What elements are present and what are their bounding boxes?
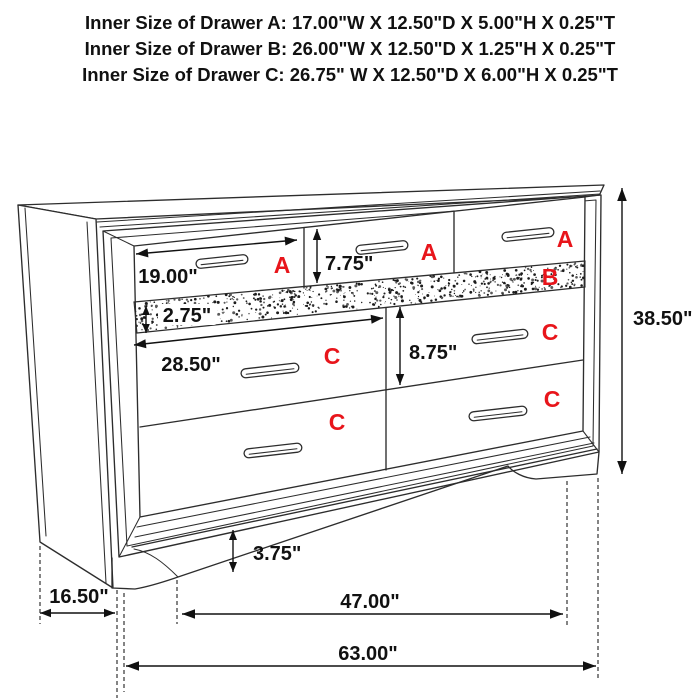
arrowhead xyxy=(617,188,627,201)
drawer-b-label: B xyxy=(541,264,559,290)
header-line-drawer-a: Inner Size of Drawer A: 17.00"W X 12.50"D X 5.00"H X 0.25"T xyxy=(85,12,615,33)
drawer-c-bottom-right-label: C xyxy=(543,386,561,412)
drawer-c-top-left-label: C xyxy=(323,343,341,369)
dresser-drawing xyxy=(18,185,604,589)
dim-text-drawer-c-height: 8.75" xyxy=(409,342,458,364)
dim-text-drawer-a-width: 19.00" xyxy=(138,266,198,288)
arrowhead xyxy=(40,609,51,617)
arrowhead xyxy=(583,661,596,671)
dim-text-side-depth: 16.50" xyxy=(49,586,109,608)
dim-text-overall-width: 63.00" xyxy=(338,643,398,665)
left-bracket-foot-curve xyxy=(134,549,178,577)
dim-text-overall-height: 38.50" xyxy=(633,308,693,330)
dim-text-drawer-c-width: 28.50" xyxy=(161,354,221,376)
arrowhead xyxy=(182,609,195,619)
arrowhead xyxy=(617,461,627,474)
arrowhead xyxy=(550,609,563,619)
drawer-a2-label: A xyxy=(420,239,438,265)
drawer-a1-label: A xyxy=(273,252,291,278)
arrowhead xyxy=(104,609,115,617)
dim-text-between-feet-width: 47.00" xyxy=(340,591,400,613)
dim-text-strip-height: 2.75" xyxy=(162,305,212,327)
drawer-c-top-right-label: C xyxy=(541,319,559,345)
drawer-c-bottom-left-label: C xyxy=(328,409,346,435)
dim-text-drawer-a-height: 7.75" xyxy=(325,253,374,275)
drawer-a3-label: A xyxy=(556,226,574,252)
dim-text-foot-height: 3.75" xyxy=(253,543,302,565)
arrowhead xyxy=(126,661,139,671)
dresser-left-side-panel xyxy=(18,205,113,588)
header-line-drawer-c: Inner Size of Drawer C: 26.75" W X 12.50"D X 6.00"H X 0.25"T xyxy=(82,64,618,85)
header-text-block xyxy=(82,12,619,85)
header-line-drawer-b: Inner Size of Drawer B: 26.00"W X 12.50"D X 1.25"H X 0.25"T xyxy=(84,38,616,59)
arrowhead xyxy=(229,562,237,572)
